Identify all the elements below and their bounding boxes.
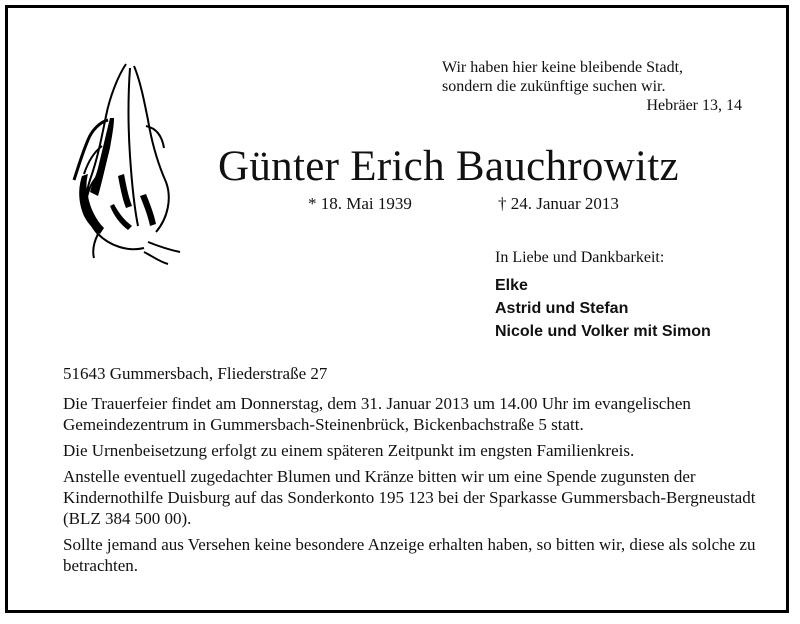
quote-reference: Hebräer 13, 14 [646,97,742,114]
obituary-notice [5,5,789,613]
funeral-paragraph: Die Trauerfeier findet am Donnerstag, dem 31. Januar 2013 um 14.00 Uhr im evangelischen Gemeindezentrum in Gummersbach-Steinenbrück, Bickenbachstraße 5 statt. [63,394,691,434]
mourners-block [495,248,711,343]
urn-paragraph: Die Urnenbeisetzung erfolgt zu einem späteren Zeitpunkt im engsten Familienkreis. [63,441,635,460]
mourner-name: Elke [495,277,528,294]
quote-line-2: sondern die zukünftige suchen wir. [442,78,666,95]
mourner-name: Astrid und Stefan [495,300,629,317]
life-dates [308,194,619,214]
mourner-name: Nicole und Volker mit Simon [495,323,711,340]
mourner-names [495,274,711,343]
death-date: † 24. Januar 2013 [498,194,619,213]
bible-quote [442,58,742,115]
deceased-name: Günter Erich Bauchrowitz [218,143,679,190]
family-address: 51643 Gummersbach, Fliederstraße 27 [63,364,328,383]
quote-line-1: Wir haben hier keine bleibende Stadt, [442,59,684,76]
notice-body [63,393,763,581]
birth-date: * 18. Mai 1939 [308,194,412,213]
mourners-intro: In Liebe und Dankbarkeit: [495,249,665,266]
donation-paragraph: Anstelle eventuell zugedachter Blumen und Kränze bitten wir um eine Spende zugunsten der Kindernothilfe Duisburg auf das Sonderkonto 195 123 bei der Sparkasse Gummersbach-Bergneustadt (BLZ 384 500 00). [63,467,756,528]
closing-paragraph: Sollte jemand aus Versehen keine besondere Anzeige erhalten haben, so bitten wir, diese als solche zu betrachten. [63,535,756,575]
praying-hands-icon [48,56,188,266]
